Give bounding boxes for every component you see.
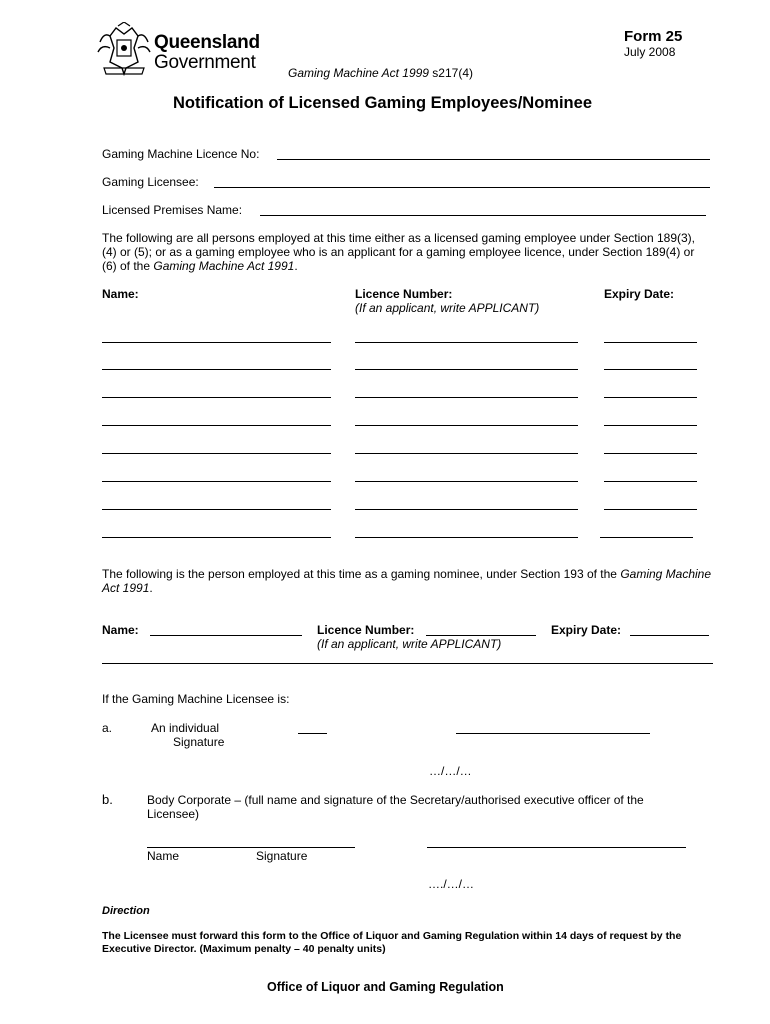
employee-expiry-field[interactable] xyxy=(604,397,697,398)
nominee-licence-note: (If an applicant, write APPLICANT) xyxy=(317,637,502,651)
nominee-act-name: Gaming Machine Act 1991 xyxy=(102,567,712,595)
employee-name-field[interactable] xyxy=(102,369,331,370)
employee-expiry-field[interactable] xyxy=(604,481,697,482)
form-date: July 2008 xyxy=(624,45,676,59)
employee-expiry-field[interactable] xyxy=(604,509,697,510)
option-a-text: An individual xyxy=(151,721,220,735)
employee-expiry-field[interactable] xyxy=(604,425,697,426)
footer-office-name: Office of Liquor and Gaming Regulation xyxy=(267,980,504,994)
premises-field[interactable] xyxy=(260,215,706,216)
option-a-date[interactable]: …/…/… xyxy=(429,764,472,778)
form-number: Form 25 xyxy=(624,28,683,45)
option-b-signature-field[interactable] xyxy=(427,847,686,848)
coat-of-arms-icon xyxy=(96,22,152,76)
option-a-letter: a. xyxy=(102,721,113,735)
option-b-signature-label: Signature xyxy=(256,849,308,863)
direction-heading: Direction xyxy=(102,905,150,917)
name-column-header: Name: xyxy=(102,287,139,301)
employee-licence-field[interactable] xyxy=(355,509,578,510)
employee-name-field[interactable] xyxy=(102,537,331,538)
employee-name-field[interactable] xyxy=(102,453,331,454)
option-a-signature-label: Signature xyxy=(173,735,225,749)
employee-licence-field[interactable] xyxy=(355,369,578,370)
nominee-licence-label: Licence Number: xyxy=(317,623,415,637)
licensee-label: Gaming Licensee: xyxy=(102,175,199,189)
licence-column-note: (If an applicant, write APPLICANT) xyxy=(355,301,540,315)
intro-paragraph xyxy=(102,231,712,273)
licence-no-field[interactable] xyxy=(277,159,710,160)
employee-licence-field[interactable] xyxy=(355,425,578,426)
employee-licence-field[interactable] xyxy=(355,342,578,343)
option-b-name-label: Name xyxy=(147,849,180,863)
employee-licence-field[interactable] xyxy=(355,397,578,398)
employee-expiry-field[interactable] xyxy=(604,342,697,343)
employee-name-field[interactable] xyxy=(102,342,331,343)
licensee-intro: If the Gaming Machine Licensee is: xyxy=(102,692,290,706)
nominee-paragraph xyxy=(102,567,714,595)
licence-column-header: Licence Number: xyxy=(355,287,453,301)
nominee-name-field[interactable] xyxy=(150,635,302,636)
employee-licence-field[interactable] xyxy=(355,453,578,454)
intro-end: . xyxy=(294,259,298,273)
direction-text: The Licensee must forward this form to the Office of Liquor and Gaming Regulation within 14 days of request by the Executive Director. (Maximum penalty – 40 penalty units) xyxy=(102,930,682,955)
option-a-short-field[interactable] xyxy=(298,733,327,734)
premises-label: Licensed Premises Name: xyxy=(102,203,243,217)
employee-name-field[interactable] xyxy=(102,397,331,398)
employee-name-field[interactable] xyxy=(102,509,331,510)
option-b-letter: b. xyxy=(102,792,113,807)
nominee-text: The following is the person employed at this time as a gaming nominee, under Section 193 of the xyxy=(102,567,621,581)
page-title: Notification of Licensed Gaming Employees/Nominee xyxy=(173,94,592,112)
option-b-text: Body Corporate – (full name and signature of the Secretary/authorised executive officer of the Licensee) xyxy=(147,793,644,821)
option-b-date[interactable]: …./…/… xyxy=(428,877,475,891)
nominee-end: . xyxy=(149,581,153,595)
option-a-signature-field[interactable] xyxy=(456,733,650,734)
logo-text-government: Government xyxy=(154,52,256,73)
intro-act-name: Gaming Machine Act 1991 xyxy=(153,259,295,273)
employee-name-field[interactable] xyxy=(102,425,331,426)
employee-expiry-field[interactable] xyxy=(600,537,693,538)
employee-expiry-field[interactable] xyxy=(604,453,697,454)
option-b-name-field[interactable] xyxy=(147,847,355,848)
section-divider xyxy=(102,663,713,664)
act-reference xyxy=(288,66,473,80)
employee-name-field[interactable] xyxy=(102,481,331,482)
nominee-name-label: Name: xyxy=(102,623,139,637)
licence-no-label: Gaming Machine Licence No: xyxy=(102,147,260,161)
expiry-column-header: Expiry Date: xyxy=(604,287,675,301)
logo-text-queensland: Queensland xyxy=(154,32,260,53)
employee-licence-field[interactable] xyxy=(355,481,578,482)
intro-text: The following are all persons employed at this time either as a licensed gaming employee under Section 189(3), (4) or (5); or as a gaming employee who is an applicant for a gaming employee licence, under Section 189(4) or (6) of the xyxy=(102,231,695,273)
employee-licence-field[interactable] xyxy=(355,537,578,538)
licensee-field[interactable] xyxy=(214,187,710,188)
act-reference-name: Gaming Machine Act 1999 xyxy=(288,66,429,80)
act-reference-section: s217(4) xyxy=(428,66,473,80)
nominee-licence-field[interactable] xyxy=(426,635,536,636)
nominee-expiry-field[interactable] xyxy=(630,635,709,636)
nominee-expiry-label: Expiry Date: xyxy=(551,623,622,637)
employee-expiry-field[interactable] xyxy=(604,369,697,370)
queensland-government-logo xyxy=(96,22,261,76)
